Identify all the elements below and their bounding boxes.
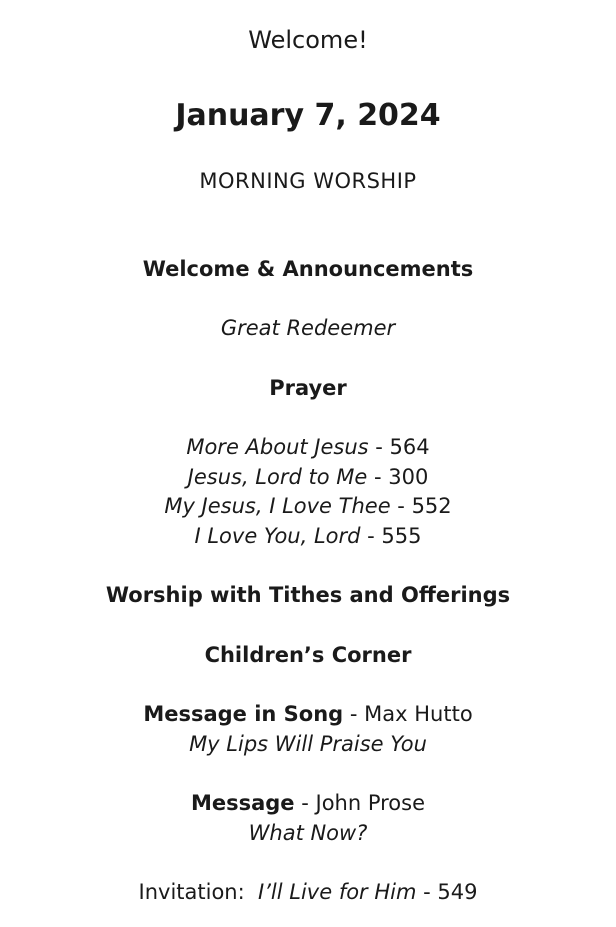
message-in-song-performer: Max Hutto	[364, 702, 473, 726]
childrens-corner-heading: Children’s Corner	[204, 643, 412, 667]
message-label: Message	[190, 791, 295, 815]
invitation-separator: -	[416, 880, 438, 904]
hymn-number: 555	[381, 524, 422, 548]
hymn-line	[0, 437, 616, 458]
message-in-song-line	[0, 704, 616, 725]
invitation-song: I’ll Live for Him	[258, 880, 417, 904]
hymn-separator: -	[360, 524, 382, 548]
hymn-number: 300	[388, 465, 429, 489]
prayer-heading: Prayer	[269, 376, 347, 400]
hymn-separator: -	[368, 435, 390, 459]
message-speaker: John Prose	[315, 791, 426, 815]
song-great-redeemer: Great Redeemer	[220, 316, 396, 340]
hymn-number: 564	[389, 435, 430, 459]
hymn-line	[0, 526, 616, 547]
invitation-number: 549	[437, 880, 478, 904]
welcome-announcements: Welcome & Announcements	[142, 257, 474, 281]
hymn-line	[0, 467, 616, 488]
invitation-line	[0, 882, 616, 903]
hymn-title: My Jesus, I Love Thee	[164, 494, 391, 518]
message-separator: -	[294, 791, 316, 815]
message-in-song-title: My Lips Will Praise You	[189, 732, 427, 756]
hymn-separator: -	[390, 494, 412, 518]
message-in-song-label: Message in Song	[143, 702, 344, 726]
hymn-separator: -	[367, 465, 389, 489]
invitation-label: Invitation:	[138, 880, 245, 904]
hymn-title: More About Jesus	[186, 435, 369, 459]
hymn-line	[0, 496, 616, 517]
hymn-title: Jesus, Lord to Me	[187, 465, 368, 489]
message-line	[0, 793, 616, 814]
message-title: What Now?	[248, 821, 368, 845]
tithes-heading: Worship with Tithes and Offerings	[105, 583, 511, 607]
hymn-number: 552	[411, 494, 452, 518]
hymn-title: I Love You, Lord	[194, 524, 361, 548]
message-in-song-separator: -	[343, 702, 365, 726]
welcome-heading: Welcome!	[248, 26, 368, 54]
service-title: MORNING WORSHIP	[199, 169, 417, 193]
service-date: January 7, 2024	[175, 98, 441, 133]
